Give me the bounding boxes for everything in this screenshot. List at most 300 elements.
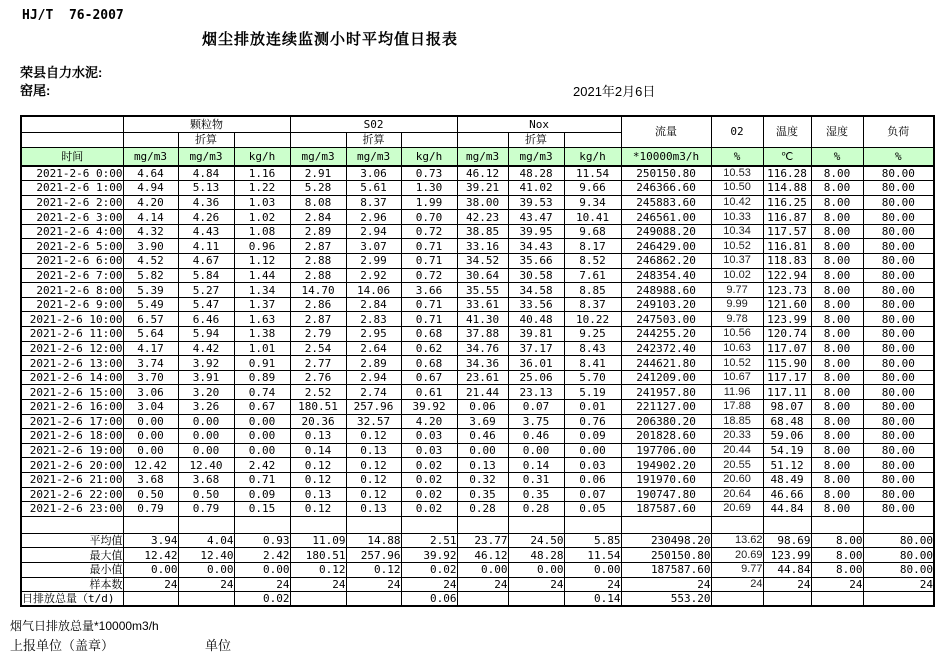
value-cell: 80.00 [863, 414, 934, 429]
summary-cell: 24 [564, 577, 621, 592]
summary-cell: 24 [290, 577, 346, 592]
value-cell: 3.75 [508, 414, 564, 429]
summary-cell: 14.88 [346, 533, 401, 548]
value-cell: 3.06 [123, 385, 178, 400]
value-cell: 0.31 [508, 472, 564, 487]
value-cell: 0.35 [508, 487, 564, 502]
value-cell: 0.62 [401, 341, 457, 356]
time-cell: 2021-2-6 15:00 [21, 385, 123, 400]
summary-cell: 24.50 [508, 533, 564, 548]
value-cell: 8.37 [564, 297, 621, 312]
value-cell: 59.06 [763, 429, 811, 444]
time-cell: 2021-2-6 3:00 [21, 210, 123, 225]
value-cell: 0.03 [564, 458, 621, 473]
value-cell: 20.33 [711, 429, 763, 444]
temp-header: 温度 [763, 116, 811, 147]
value-cell: 39.95 [508, 224, 564, 239]
summary-cell: 257.96 [346, 548, 401, 563]
value-cell: 0.67 [234, 400, 290, 415]
value-cell: 10.42 [711, 195, 763, 210]
summary-cell: 8.00 [811, 548, 863, 563]
value-cell: 180.51 [290, 400, 346, 415]
value-cell: 8.00 [811, 414, 863, 429]
table-row [21, 356, 934, 371]
value-cell: 0.72 [401, 268, 457, 283]
value-cell: 40.48 [508, 312, 564, 327]
summary-cell: 24 [763, 577, 811, 592]
summary-cell: 2.51 [401, 533, 457, 548]
table-row [21, 166, 934, 181]
value-cell: 1.30 [401, 181, 457, 196]
value-cell: 1.02 [234, 210, 290, 225]
value-cell: 4.94 [123, 181, 178, 196]
value-cell: 250150.80 [621, 166, 711, 181]
summary-cell: 24 [863, 577, 934, 592]
unit-cell: mg/m3 [346, 147, 401, 166]
value-cell: 5.27 [178, 283, 234, 298]
value-cell: 4.42 [178, 341, 234, 356]
unit-cell: % [811, 147, 863, 166]
value-cell: 8.00 [811, 327, 863, 342]
value-cell: 8.00 [811, 268, 863, 283]
time-cell: 2021-2-6 18:00 [21, 429, 123, 444]
value-cell: 0.00 [564, 443, 621, 458]
value-cell: 246366.60 [621, 181, 711, 196]
time-cell: 2021-2-6 13:00 [21, 356, 123, 371]
table-row [21, 239, 934, 254]
value-cell: 0.00 [123, 429, 178, 444]
time-cell: 2021-2-6 17:00 [21, 414, 123, 429]
time-cell: 2021-2-6 16:00 [21, 400, 123, 415]
value-cell: 0.00 [234, 429, 290, 444]
value-cell: 246429.00 [621, 239, 711, 254]
value-cell: 11.54 [564, 166, 621, 181]
value-cell: 46.66 [763, 487, 811, 502]
value-cell: 241957.80 [621, 385, 711, 400]
value-cell: 20.55 [711, 458, 763, 473]
summary-row [21, 592, 934, 607]
value-cell: 201828.60 [621, 429, 711, 444]
blank-cell [21, 132, 123, 147]
value-cell: 8.00 [811, 297, 863, 312]
value-cell: 244621.80 [621, 356, 711, 371]
value-cell: 80.00 [863, 327, 934, 342]
value-cell: 37.17 [508, 341, 564, 356]
value-cell: 38.85 [457, 224, 508, 239]
value-cell: 1.37 [234, 297, 290, 312]
value-cell: 9.68 [564, 224, 621, 239]
value-cell: 0.35 [457, 487, 508, 502]
time-cell: 2021-2-6 21:00 [21, 472, 123, 487]
summary-cell: 24 [346, 577, 401, 592]
value-cell: 21.44 [457, 385, 508, 400]
value-cell: 25.06 [508, 370, 564, 385]
value-cell: 2.94 [346, 370, 401, 385]
value-cell: 1.34 [234, 283, 290, 298]
value-cell: 8.00 [811, 239, 863, 254]
value-cell: 4.67 [178, 254, 234, 269]
value-cell: 20.60 [711, 472, 763, 487]
value-cell: 8.00 [811, 370, 863, 385]
value-cell: 8.00 [811, 429, 863, 444]
value-cell: 12.40 [178, 458, 234, 473]
summary-cell: 0.02 [234, 592, 290, 607]
summary-cell: 3.94 [123, 533, 178, 548]
time-cell: 2021-2-6 2:00 [21, 195, 123, 210]
value-cell: 80.00 [863, 283, 934, 298]
value-cell: 0.79 [123, 502, 178, 517]
value-cell: 115.90 [763, 356, 811, 371]
humidity-header: 湿度 [811, 116, 863, 147]
value-cell: 0.73 [401, 166, 457, 181]
station-name: 窑尾: [20, 83, 51, 98]
value-cell: 43.47 [508, 210, 564, 225]
value-cell: 0.02 [401, 458, 457, 473]
value-cell: 2.87 [290, 239, 346, 254]
value-cell: 80.00 [863, 458, 934, 473]
summary-cell [508, 592, 564, 607]
value-cell: 116.87 [763, 210, 811, 225]
value-cell: 245883.60 [621, 195, 711, 210]
value-cell: 23.61 [457, 370, 508, 385]
summary-cell: 39.92 [401, 548, 457, 563]
value-cell: 3.66 [401, 283, 457, 298]
time-cell: 2021-2-6 0:00 [21, 166, 123, 181]
summary-cell: 0.00 [178, 562, 234, 577]
value-cell: 12.42 [123, 458, 178, 473]
value-cell: 9.77 [711, 283, 763, 298]
summary-cell [763, 592, 811, 607]
value-cell: 80.00 [863, 502, 934, 517]
value-cell: 2.91 [290, 166, 346, 181]
summary-cell: 0.00 [564, 562, 621, 577]
value-cell: 80.00 [863, 239, 934, 254]
summary-cell [711, 592, 763, 607]
value-cell: 0.12 [346, 487, 401, 502]
value-cell: 9.78 [711, 312, 763, 327]
summary-row [21, 562, 934, 577]
summary-cell [123, 592, 178, 607]
value-cell: 118.83 [763, 254, 811, 269]
value-cell: 9.99 [711, 297, 763, 312]
value-cell: 3.26 [178, 400, 234, 415]
value-cell: 39.53 [508, 195, 564, 210]
value-cell: 5.39 [123, 283, 178, 298]
table-row [21, 254, 934, 269]
value-cell: 5.28 [290, 181, 346, 196]
time-cell: 2021-2-6 7:00 [21, 268, 123, 283]
summary-cell: 98.69 [763, 533, 811, 548]
summary-cell [178, 592, 234, 607]
value-cell: 23.13 [508, 385, 564, 400]
unit-cell: ℃ [763, 147, 811, 166]
value-cell: 117.57 [763, 224, 811, 239]
value-cell: 3.70 [123, 370, 178, 385]
value-cell: 120.74 [763, 327, 811, 342]
value-cell: 8.00 [811, 312, 863, 327]
value-cell: 0.50 [178, 487, 234, 502]
flue-gas-total-note: 烟气日排放总量*10000m3/h [10, 619, 159, 633]
value-cell: 1.08 [234, 224, 290, 239]
value-cell: 8.00 [811, 487, 863, 502]
value-cell: 2.88 [290, 254, 346, 269]
value-cell: 38.00 [457, 195, 508, 210]
table-row [21, 268, 934, 283]
summary-cell: 20.69 [711, 548, 763, 563]
value-cell: 5.49 [123, 297, 178, 312]
value-cell: 46.12 [457, 166, 508, 181]
summary-cell: 80.00 [863, 548, 934, 563]
value-cell: 3.20 [178, 385, 234, 400]
value-cell: 0.09 [234, 487, 290, 502]
value-cell: 8.00 [811, 356, 863, 371]
value-cell: 246862.20 [621, 254, 711, 269]
summary-cell: 24 [621, 577, 711, 592]
value-cell: 0.02 [401, 487, 457, 502]
value-cell: 80.00 [863, 429, 934, 444]
table-row [21, 400, 934, 415]
summary-cell: 123.99 [763, 548, 811, 563]
value-cell: 4.52 [123, 254, 178, 269]
value-cell: 187587.60 [621, 502, 711, 517]
value-cell: 2.52 [290, 385, 346, 400]
value-cell: 0.00 [178, 443, 234, 458]
value-cell: 5.64 [123, 327, 178, 342]
value-cell: 190747.80 [621, 487, 711, 502]
value-cell: 2.86 [290, 297, 346, 312]
blank-cell [290, 132, 346, 147]
summary-cell: 553.20 [621, 592, 711, 607]
value-cell: 4.32 [123, 224, 178, 239]
value-cell: 5.94 [178, 327, 234, 342]
value-cell: 8.00 [811, 400, 863, 415]
value-cell: 8.00 [811, 224, 863, 239]
value-cell: 0.00 [178, 429, 234, 444]
value-cell: 114.88 [763, 181, 811, 196]
table-row [21, 210, 934, 225]
value-cell: 2.92 [346, 268, 401, 283]
summary-cell: 0.02 [401, 562, 457, 577]
value-cell: 2.94 [346, 224, 401, 239]
time-header-blank [21, 116, 123, 132]
value-cell: 0.12 [346, 472, 401, 487]
spacer-cell [290, 516, 346, 533]
summary-row [21, 533, 934, 548]
doc-code: HJ/T 76-2007 [22, 8, 124, 23]
value-cell: 5.13 [178, 181, 234, 196]
summary-cell: 11.09 [290, 533, 346, 548]
value-cell: 0.01 [564, 400, 621, 415]
value-cell: 116.25 [763, 195, 811, 210]
spacer-cell [457, 516, 508, 533]
value-cell: 117.11 [763, 385, 811, 400]
value-cell: 0.13 [457, 458, 508, 473]
o2-header: 02 [711, 116, 763, 147]
spacer-cell [811, 516, 863, 533]
summary-cell: 0.00 [508, 562, 564, 577]
value-cell: 0.00 [457, 443, 508, 458]
summary-cell: 80.00 [863, 562, 934, 577]
value-cell: 0.00 [234, 414, 290, 429]
value-cell: 80.00 [863, 254, 934, 269]
value-cell: 10.50 [711, 181, 763, 196]
so2-group-header: S02 [290, 116, 457, 132]
summary-cell: 5.85 [564, 533, 621, 548]
value-cell: 17.88 [711, 400, 763, 415]
value-cell: 10.34 [711, 224, 763, 239]
value-cell: 39.21 [457, 181, 508, 196]
value-cell: 54.19 [763, 443, 811, 458]
value-cell: 0.12 [290, 472, 346, 487]
unit-cell: mg/m3 [508, 147, 564, 166]
summary-cell: 9.77 [711, 562, 763, 577]
value-cell: 1.03 [234, 195, 290, 210]
value-cell: 0.71 [401, 312, 457, 327]
summary-cell: 44.84 [763, 562, 811, 577]
spacer-cell [401, 516, 457, 533]
summary-cell: 24 [234, 577, 290, 592]
summary-row [21, 577, 934, 592]
value-cell: 80.00 [863, 487, 934, 502]
value-cell: 197706.00 [621, 443, 711, 458]
blank-cell [401, 132, 457, 147]
value-cell: 0.03 [401, 443, 457, 458]
value-cell: 0.14 [508, 458, 564, 473]
value-cell: 10.02 [711, 268, 763, 283]
value-cell: 2.95 [346, 327, 401, 342]
value-cell: 123.99 [763, 312, 811, 327]
table-row [21, 385, 934, 400]
value-cell: 8.00 [811, 181, 863, 196]
spacer-cell [621, 516, 711, 533]
spacer-cell [564, 516, 621, 533]
value-cell: 3.68 [178, 472, 234, 487]
value-cell: 247503.00 [621, 312, 711, 327]
table-row [21, 429, 934, 444]
company-name: 荣县自力水泥: [20, 65, 103, 80]
value-cell: 8.00 [811, 341, 863, 356]
value-cell: 80.00 [863, 312, 934, 327]
value-cell: 34.52 [457, 254, 508, 269]
summary-cell: 180.51 [290, 548, 346, 563]
value-cell: 0.12 [346, 458, 401, 473]
value-cell: 116.81 [763, 239, 811, 254]
table-row [21, 370, 934, 385]
unit-cell: kg/h [401, 147, 457, 166]
unit-cell: kg/h [234, 147, 290, 166]
load-header: 负荷 [863, 116, 934, 147]
value-cell: 80.00 [863, 297, 934, 312]
summary-cell: 230498.20 [621, 533, 711, 548]
value-cell: 9.25 [564, 327, 621, 342]
summary-label: 最大值 [21, 548, 123, 563]
spacer-row [21, 516, 934, 533]
value-cell: 4.36 [178, 195, 234, 210]
value-cell: 0.61 [401, 385, 457, 400]
summary-cell: 187587.60 [621, 562, 711, 577]
value-cell: 249088.20 [621, 224, 711, 239]
summary-cell: 12.40 [178, 548, 234, 563]
value-cell: 1.16 [234, 166, 290, 181]
value-cell: 4.11 [178, 239, 234, 254]
value-cell: 117.17 [763, 370, 811, 385]
units-row [21, 147, 934, 166]
value-cell: 0.67 [401, 370, 457, 385]
flow-header: 流量 [621, 116, 711, 147]
unit-cell: *10000m3/h [621, 147, 711, 166]
value-cell: 0.74 [234, 385, 290, 400]
summary-cell: 250150.80 [621, 548, 711, 563]
time-cell: 2021-2-6 5:00 [21, 239, 123, 254]
value-cell: 11.96 [711, 385, 763, 400]
value-cell: 6.57 [123, 312, 178, 327]
value-cell: 4.17 [123, 341, 178, 356]
value-cell: 8.00 [811, 210, 863, 225]
value-cell: 80.00 [863, 268, 934, 283]
report-table [20, 115, 935, 607]
value-cell: 122.94 [763, 268, 811, 283]
value-cell: 9.34 [564, 195, 621, 210]
value-cell: 41.02 [508, 181, 564, 196]
summary-cell: 48.28 [508, 548, 564, 563]
value-cell: 248988.60 [621, 283, 711, 298]
value-cell: 8.00 [811, 195, 863, 210]
spacer-cell [508, 516, 564, 533]
value-cell: 80.00 [863, 166, 934, 181]
value-cell: 1.12 [234, 254, 290, 269]
value-cell: 10.53 [711, 166, 763, 181]
summary-label: 平均值 [21, 533, 123, 548]
value-cell: 0.05 [564, 502, 621, 517]
time-cell: 2021-2-6 14:00 [21, 370, 123, 385]
summary-cell [457, 592, 508, 607]
value-cell: 3.04 [123, 400, 178, 415]
time-cell: 2021-2-6 19:00 [21, 443, 123, 458]
unit-cell: kg/h [564, 147, 621, 166]
group-header-row [21, 116, 934, 132]
nox-group-header: Nox [457, 116, 621, 132]
value-cell: 0.79 [178, 502, 234, 517]
value-cell: 8.00 [811, 472, 863, 487]
value-cell: 0.13 [346, 502, 401, 517]
value-cell: 0.13 [346, 443, 401, 458]
value-cell: 20.69 [711, 502, 763, 517]
summary-cell: 0.12 [346, 562, 401, 577]
value-cell: 33.16 [457, 239, 508, 254]
value-cell: 194902.20 [621, 458, 711, 473]
summary-cell: 0.00 [123, 562, 178, 577]
value-cell: 6.46 [178, 312, 234, 327]
value-cell: 0.07 [564, 487, 621, 502]
value-cell: 0.46 [508, 429, 564, 444]
value-cell: 0.89 [234, 370, 290, 385]
value-cell: 0.06 [457, 400, 508, 415]
table-row [21, 327, 934, 342]
value-cell: 249103.20 [621, 297, 711, 312]
summary-cell [346, 592, 401, 607]
table-row [21, 297, 934, 312]
value-cell: 0.91 [234, 356, 290, 371]
value-cell: 5.82 [123, 268, 178, 283]
pm-conversion-header: 折算 [178, 132, 234, 147]
value-cell: 42.23 [457, 210, 508, 225]
value-cell: 80.00 [863, 356, 934, 371]
time-header: 时间 [21, 147, 123, 166]
time-cell: 2021-2-6 22:00 [21, 487, 123, 502]
value-cell: 0.06 [564, 472, 621, 487]
summary-cell: 8.00 [811, 533, 863, 548]
nox-conversion-header: 折算 [508, 132, 564, 147]
